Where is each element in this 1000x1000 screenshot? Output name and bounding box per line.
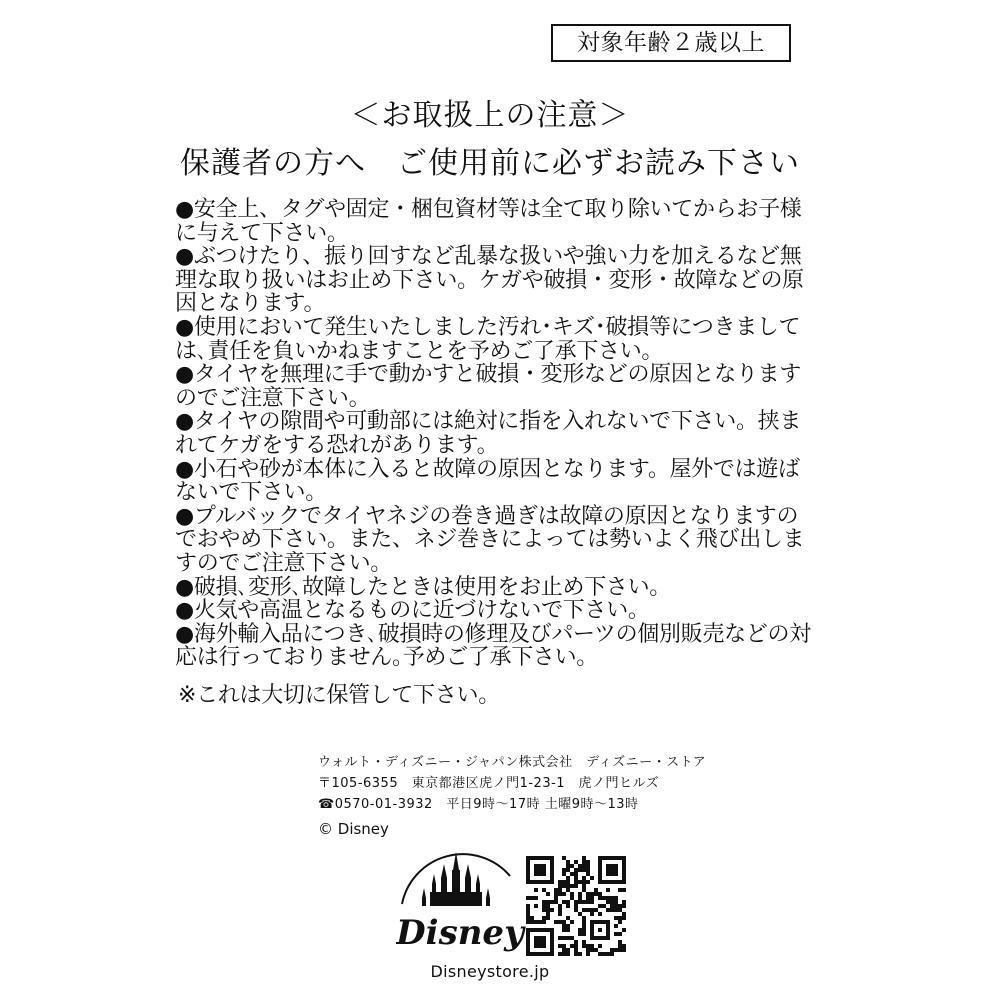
company-info <box>318 752 706 815</box>
page-subtitle: 保護者の方へ ご使用前に必ずお読み下さい <box>180 146 800 181</box>
caution-item: ●火気や高温となるものに近づけないで下さい。 <box>175 598 650 624</box>
page-title: ＜お取扱上の注意＞ <box>350 98 630 133</box>
copyright: © Disney <box>318 820 389 838</box>
disney-castle-logo <box>396 848 526 958</box>
company-address: 〒105-6355 東京都港区虎ノ門1-23-1 虎ノ門ヒルズ <box>318 776 660 791</box>
company-name: ウォルト・ディズニー・ジャパン株式会社 ディズニー・ストア <box>318 755 707 770</box>
store-url[interactable]: Disneystore.jp <box>430 962 550 981</box>
caution-item: ●安全上、タグや固定・梱包資材等は全て取り除いてからお子様に与えて下さい。 <box>175 197 802 246</box>
caution-item: ●タイヤの隙間や可動部には絶対に指を入れないで下さい。挟まれてケガをする恐れがあります。 <box>175 409 802 458</box>
caution-item: ●小石や砂が本体に入ると故障の原因となります。屋外では遊ばないで下さい。 <box>175 456 800 506</box>
caution-item: ●使用において発生いたしました汚れ･キズ･破損等につきましては､責任を負いかねますことを予めご了承下さい。 <box>175 314 801 364</box>
caution-list <box>175 198 815 670</box>
qr-code[interactable] <box>526 856 626 956</box>
caution-item: ●ぶつけたり、振り回すなど乱暴な扱いや強い力を加えるなど無理な取り扱いはお止め下さい。ケガや破損・変形・故障などの原因となります。 <box>175 244 804 317</box>
caution-item: ●破損､変形､故障したときは使用をお止め下さい。 <box>175 574 671 600</box>
caution-item: ●タイヤを無理に手で動かすと破損・変形などの原因となりますのでご注意下さい。 <box>175 362 802 411</box>
keep-note: ※これは大切に保管して下さい。 <box>178 683 500 708</box>
company-phone: ☎0570-01-3932 平日9時～17時 土曜9時～13時 <box>318 797 639 812</box>
caution-item: ●海外輸入品につき､破損時の修理及びパーツの個別販売などの対応は行っておりません｡予めご了承下さい。 <box>175 621 811 671</box>
disney-logo-text: Disney <box>396 913 524 953</box>
caution-item: ●プルバックでタイヤネジの巻き過ぎは故障の原因となりますのでおやめ下さい。また、ネジ巻きによっては勢いよく飛び出しますのでご注意下さい。 <box>175 503 805 576</box>
age-label-box: 対象年齢２歳以上 <box>551 24 791 62</box>
